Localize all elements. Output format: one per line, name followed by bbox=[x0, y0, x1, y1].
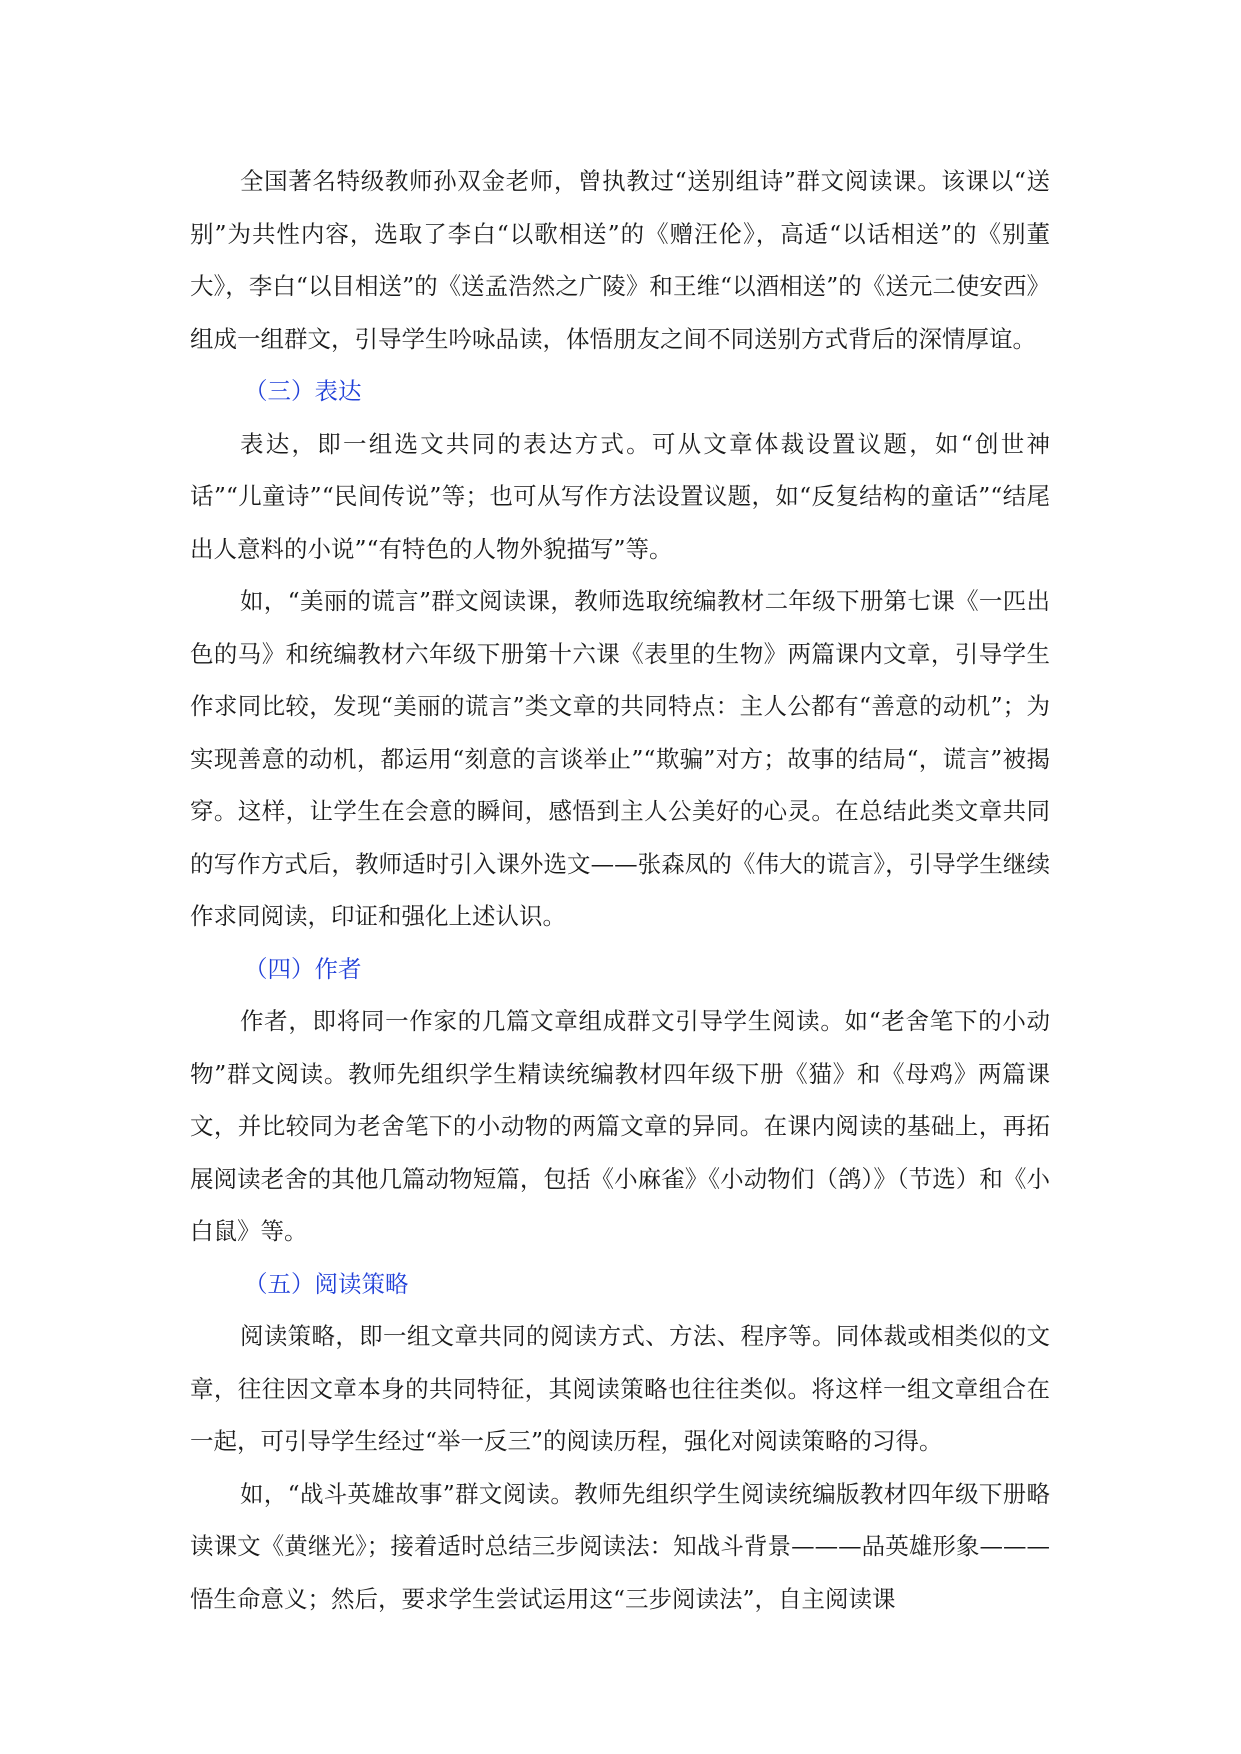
section-heading-author: （四）作者 bbox=[244, 954, 362, 983]
document-page bbox=[190, 155, 1050, 1625]
paragraph-beautiful-lie-example: 如，“美丽的谎言”群文阅读课，教师选取统编教材二年级下册第七课《一匹出色的马》和统编教材六年级下册第十六课《表里的生物》两篇课内文章，引导学生作求同比较，发现“美丽的谎言”类文章的共同特点：主人公都有“善意的动机”；为实现善意的动机，都运用“刻意的言谈举止”“欺骗”对方；故事的结局“，谎言”被揭穿。这样，让学生在会意的瞬间，感悟到主人公美好的心灵。在总结此类文章共同的写作方式后，教师适时引入课外选文——张森凤的《伟大的谎言》，引导学生继续作求同阅读，印证和强化上述认识。 bbox=[190, 587, 1050, 930]
paragraph-expression-definition: 表达，即一组选文共同的表达方式。可从文章体裁设置议题，如“创世神话”“儿童诗”“民间传说”等；也可从写作方法设置议题，如“反复结构的童话”“结尾出人意料的小说”“有特色的人物外貌描写”等。 bbox=[190, 429, 1050, 563]
section-heading-reading-strategy: （五）阅读策略 bbox=[244, 1269, 409, 1298]
paragraph-sun-shuangjin: 全国著名特级教师孙双金老师，曾执教过“送别组诗”群文阅读课。该课以“送别”为共性内容，选取了李白“以歌相送”的《赠汪伦》，高适“以话相送”的《别董大》，李白“以目相送”的《送孟浩然之广陵》和王维“以酒相送”的《送元二使安西》组成一组群文，引导学生吟咏品读，体悟朋友之间不同送别方式背后的深情厚谊。 bbox=[190, 167, 1050, 353]
paragraph-hero-story-example: 如，“战斗英雄故事”群文阅读。教师先组织学生阅读统编版教材四年级下册略读课文《黄继光》；接着适时总结三步阅读法：知战斗背景———品英雄形象———悟生命意义；然后，要求学生尝试运用这“三步阅读法”，自主阅读课 bbox=[190, 1479, 1050, 1613]
paragraph-reading-strategy-definition: 阅读策略，即一组文章共同的阅读方式、方法、程序等。同体裁或相类似的文章，往往因文章本身的共同特征，其阅读策略也往往类似。将这样一组文章组合在一起，可引导学生经过“举一反三”的阅读历程，强化对阅读策略的习得。 bbox=[190, 1322, 1050, 1455]
paragraph-author-definition: 作者，即将同一作家的几篇文章组成群文引导学生阅读。如“老舍笔下的小动物”群文阅读。教师先组织学生精读统编教材四年级下册《猫》和《母鸡》两篇课文，并比较同为老舍笔下的小动物的两篇文章的异同。在课内阅读的基础上，再拓展阅读老舍的其他几篇动物短篇，包括《小麻雀》《小动物们（鸽）》（节选）和《小白鼠》等。 bbox=[190, 1007, 1050, 1245]
section-heading-expression: （三）表达 bbox=[244, 377, 362, 405]
